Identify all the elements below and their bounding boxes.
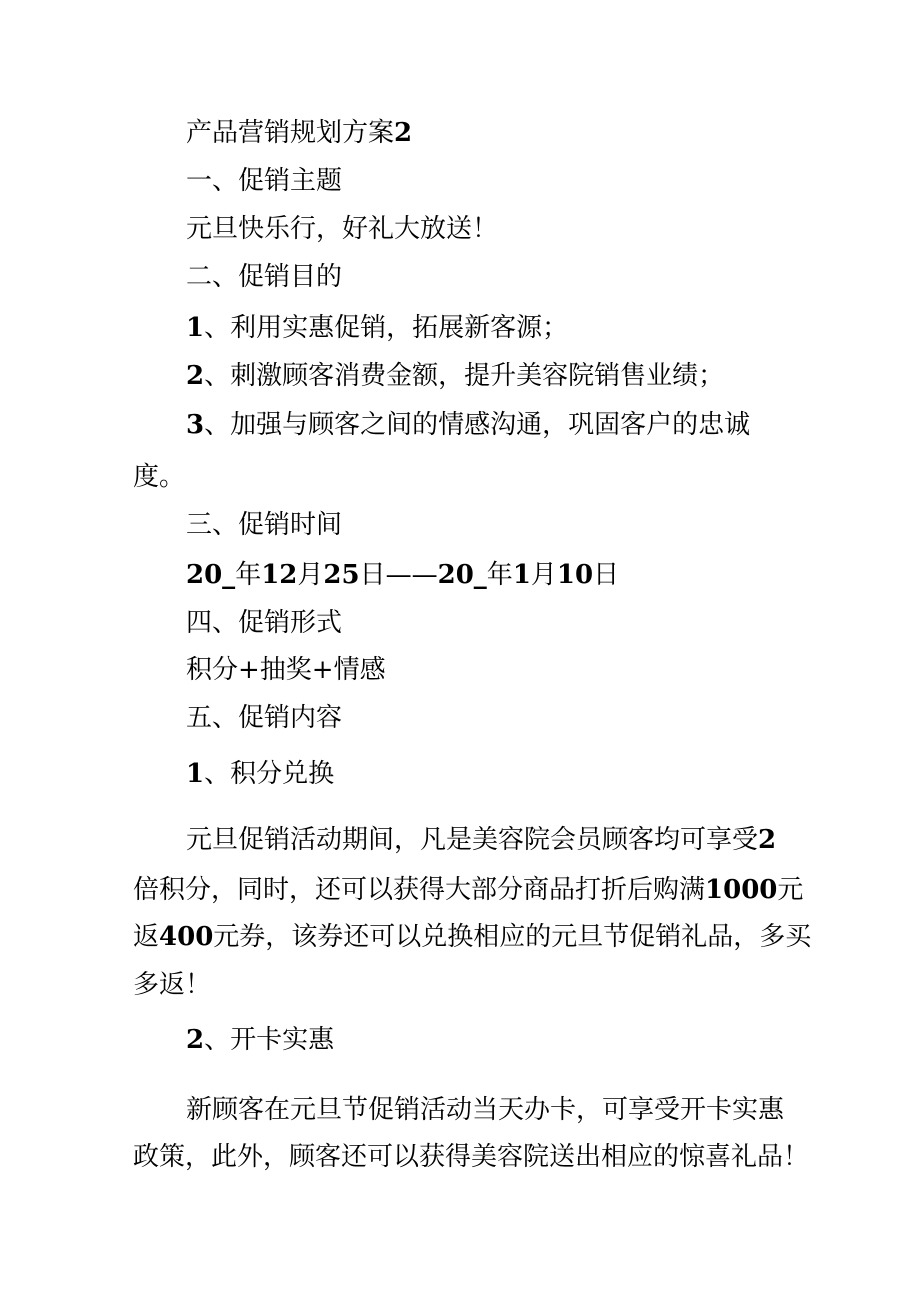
section-5-item-2-paragraph-line-1: 新顾客在元旦节促销活动当天办卡，可享受开卡实惠 [186, 1095, 785, 1125]
section-2-heading: 二、促销目的 [186, 262, 343, 292]
section-5-heading: 五、促销内容 [186, 703, 343, 733]
section-5-item-1-paragraph-line-3: 返400元券，该券还可以兑换相应的元旦节促销礼品，多买 [133, 922, 812, 952]
section-4-heading: 四、促销形式 [186, 608, 343, 638]
section-5-item-2-paragraph-line-2: 政策，此外，顾客还可以获得美容院送出相应的惊喜礼品！ [133, 1142, 810, 1172]
section-3-text: 20_年12月25日——20_年1月10日 [186, 560, 620, 590]
section-2-item-1: 1、利用实惠促销，拓展新客源； [186, 313, 569, 343]
document-title: 产品营销规划方案2 [186, 118, 413, 148]
section-5-item-1-paragraph-line-2: 倍积分，同时，还可以获得大部分商品打折后购满1000元 [133, 875, 804, 905]
section-4-text: 积分+抽奖+情感 [186, 655, 386, 685]
section-1-text: 元旦快乐行，好礼大放送！ [186, 214, 499, 244]
section-2-item-3-line-2: 度。 [133, 462, 186, 492]
section-5-item-1-paragraph-line-4: 多返！ [133, 970, 212, 1000]
section-1-heading: 一、促销主题 [186, 166, 343, 196]
section-5-item-2-heading: 2、开卡实惠 [186, 1025, 335, 1055]
section-2-item-2: 2、刺激顾客消费金额，提升美容院销售业绩； [186, 361, 725, 391]
section-5-item-1-paragraph-line-1: 元旦促销活动期间，凡是美容院会员顾客均可享受2 [186, 825, 777, 855]
section-2-item-3-line-1: 3、加强与顾客之间的情感沟通，巩固客户的忠诚 [186, 410, 751, 440]
section-5-item-1-heading: 1、积分兑换 [186, 759, 335, 789]
section-3-heading: 三、促销时间 [186, 510, 343, 540]
